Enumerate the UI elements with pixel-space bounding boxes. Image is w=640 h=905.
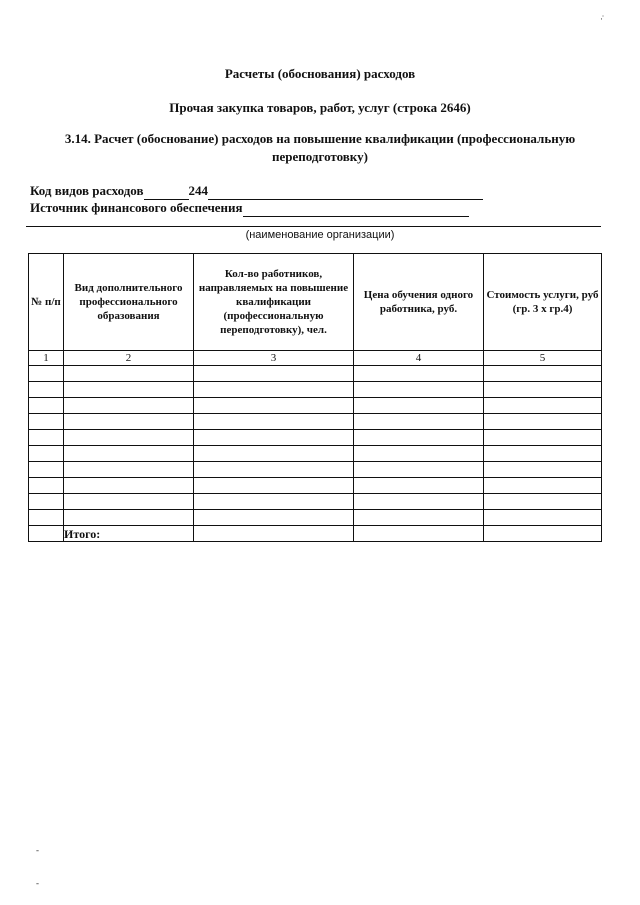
table-cell	[354, 510, 484, 526]
table-row	[29, 478, 602, 494]
header-unit-price: Цена обучения одного работника, руб.	[354, 254, 484, 351]
table-row	[29, 462, 602, 478]
table-cell	[64, 398, 194, 414]
total-cell-empty	[29, 526, 64, 542]
table-cell	[194, 366, 354, 382]
table-cell	[64, 478, 194, 494]
funding-source-blank	[243, 200, 469, 217]
table-cell	[484, 382, 602, 398]
table-cell	[354, 446, 484, 462]
expense-code-blank	[144, 183, 189, 200]
table-row	[29, 510, 602, 526]
table-cell	[29, 382, 64, 398]
funding-source-line	[30, 200, 469, 217]
expense-code-line	[30, 183, 483, 200]
organization-name-line	[26, 226, 601, 227]
header-employee-count: Кол-во работников, направляемых на повышение квалификации (профессиональную переподготовку), чел.	[194, 254, 354, 351]
expense-code-label: Код видов расходов	[30, 183, 144, 198]
table-cell	[354, 366, 484, 382]
table-cell	[64, 462, 194, 478]
corner-mark: ·̇	[600, 14, 603, 24]
table-row	[29, 414, 602, 430]
table-cell	[194, 446, 354, 462]
table-cell	[29, 494, 64, 510]
table-cell	[484, 478, 602, 494]
table-header-row	[29, 254, 602, 351]
table-cell	[64, 430, 194, 446]
column-number-row	[29, 351, 602, 366]
column-number: 2	[64, 351, 194, 366]
header-service-cost: Стоимость услуги, руб (гр. 3 х гр.4)	[484, 254, 602, 351]
table-cell	[484, 446, 602, 462]
table-cell	[194, 478, 354, 494]
table-cell	[354, 462, 484, 478]
header-row-number: № п/п	[29, 254, 64, 351]
table-row	[29, 398, 602, 414]
header-education-type: Вид дополнительного профессионального образования	[64, 254, 194, 351]
table-row	[29, 382, 602, 398]
table-cell	[354, 382, 484, 398]
funding-source-label: Источник финансового обеспечения	[30, 200, 243, 215]
table-cell	[64, 366, 194, 382]
organization-caption: (наименование организации)	[245, 229, 395, 241]
expense-code-rest-blank	[208, 183, 483, 200]
table-cell	[64, 510, 194, 526]
table-cell	[29, 478, 64, 494]
margin-mark: -	[36, 878, 39, 888]
table-cell	[354, 494, 484, 510]
table-cell	[484, 414, 602, 430]
table-cell	[194, 398, 354, 414]
table-row	[29, 366, 602, 382]
table-row	[29, 446, 602, 462]
total-label: Итого:	[64, 526, 194, 542]
table-cell	[194, 414, 354, 430]
column-number: 3	[194, 351, 354, 366]
table-cell	[484, 462, 602, 478]
table-cell	[29, 510, 64, 526]
column-number: 4	[354, 351, 484, 366]
table-cell	[29, 446, 64, 462]
total-row	[29, 526, 602, 542]
table-cell	[29, 414, 64, 430]
page-title: Расчеты (обоснования) расходов	[224, 66, 416, 81]
table-cell	[29, 462, 64, 478]
table-cell	[194, 510, 354, 526]
table-cell	[194, 430, 354, 446]
section-title: 3.14. Расчет (обоснование) расходов на повышение квалификации (профессиональную переподготовку)	[64, 131, 576, 164]
total-cell-empty	[194, 526, 354, 542]
table-cell	[354, 430, 484, 446]
table-row	[29, 494, 602, 510]
page-subtitle: Прочая закупка товаров, работ, услуг (строка 2646)	[169, 100, 471, 115]
table-cell	[484, 510, 602, 526]
table-cell	[194, 382, 354, 398]
expense-code-value: 244	[188, 183, 208, 198]
table-cell	[194, 462, 354, 478]
table-cell	[484, 366, 602, 382]
table-cell	[64, 494, 194, 510]
table-cell	[484, 398, 602, 414]
column-number: 1	[29, 351, 64, 366]
table-cell	[64, 446, 194, 462]
table-cell	[484, 494, 602, 510]
margin-mark: -	[36, 845, 39, 855]
table-cell	[64, 414, 194, 430]
table-cell	[484, 430, 602, 446]
table-cell	[354, 398, 484, 414]
column-number: 5	[484, 351, 602, 366]
table-cell	[64, 382, 194, 398]
calculation-table	[28, 253, 602, 542]
table-cell	[354, 478, 484, 494]
table-row	[29, 430, 602, 446]
table-cell	[29, 430, 64, 446]
table-cell	[29, 366, 64, 382]
table-cell	[194, 494, 354, 510]
total-cell-empty	[354, 526, 484, 542]
total-cell-empty	[484, 526, 602, 542]
table-cell	[29, 398, 64, 414]
table-cell	[354, 414, 484, 430]
